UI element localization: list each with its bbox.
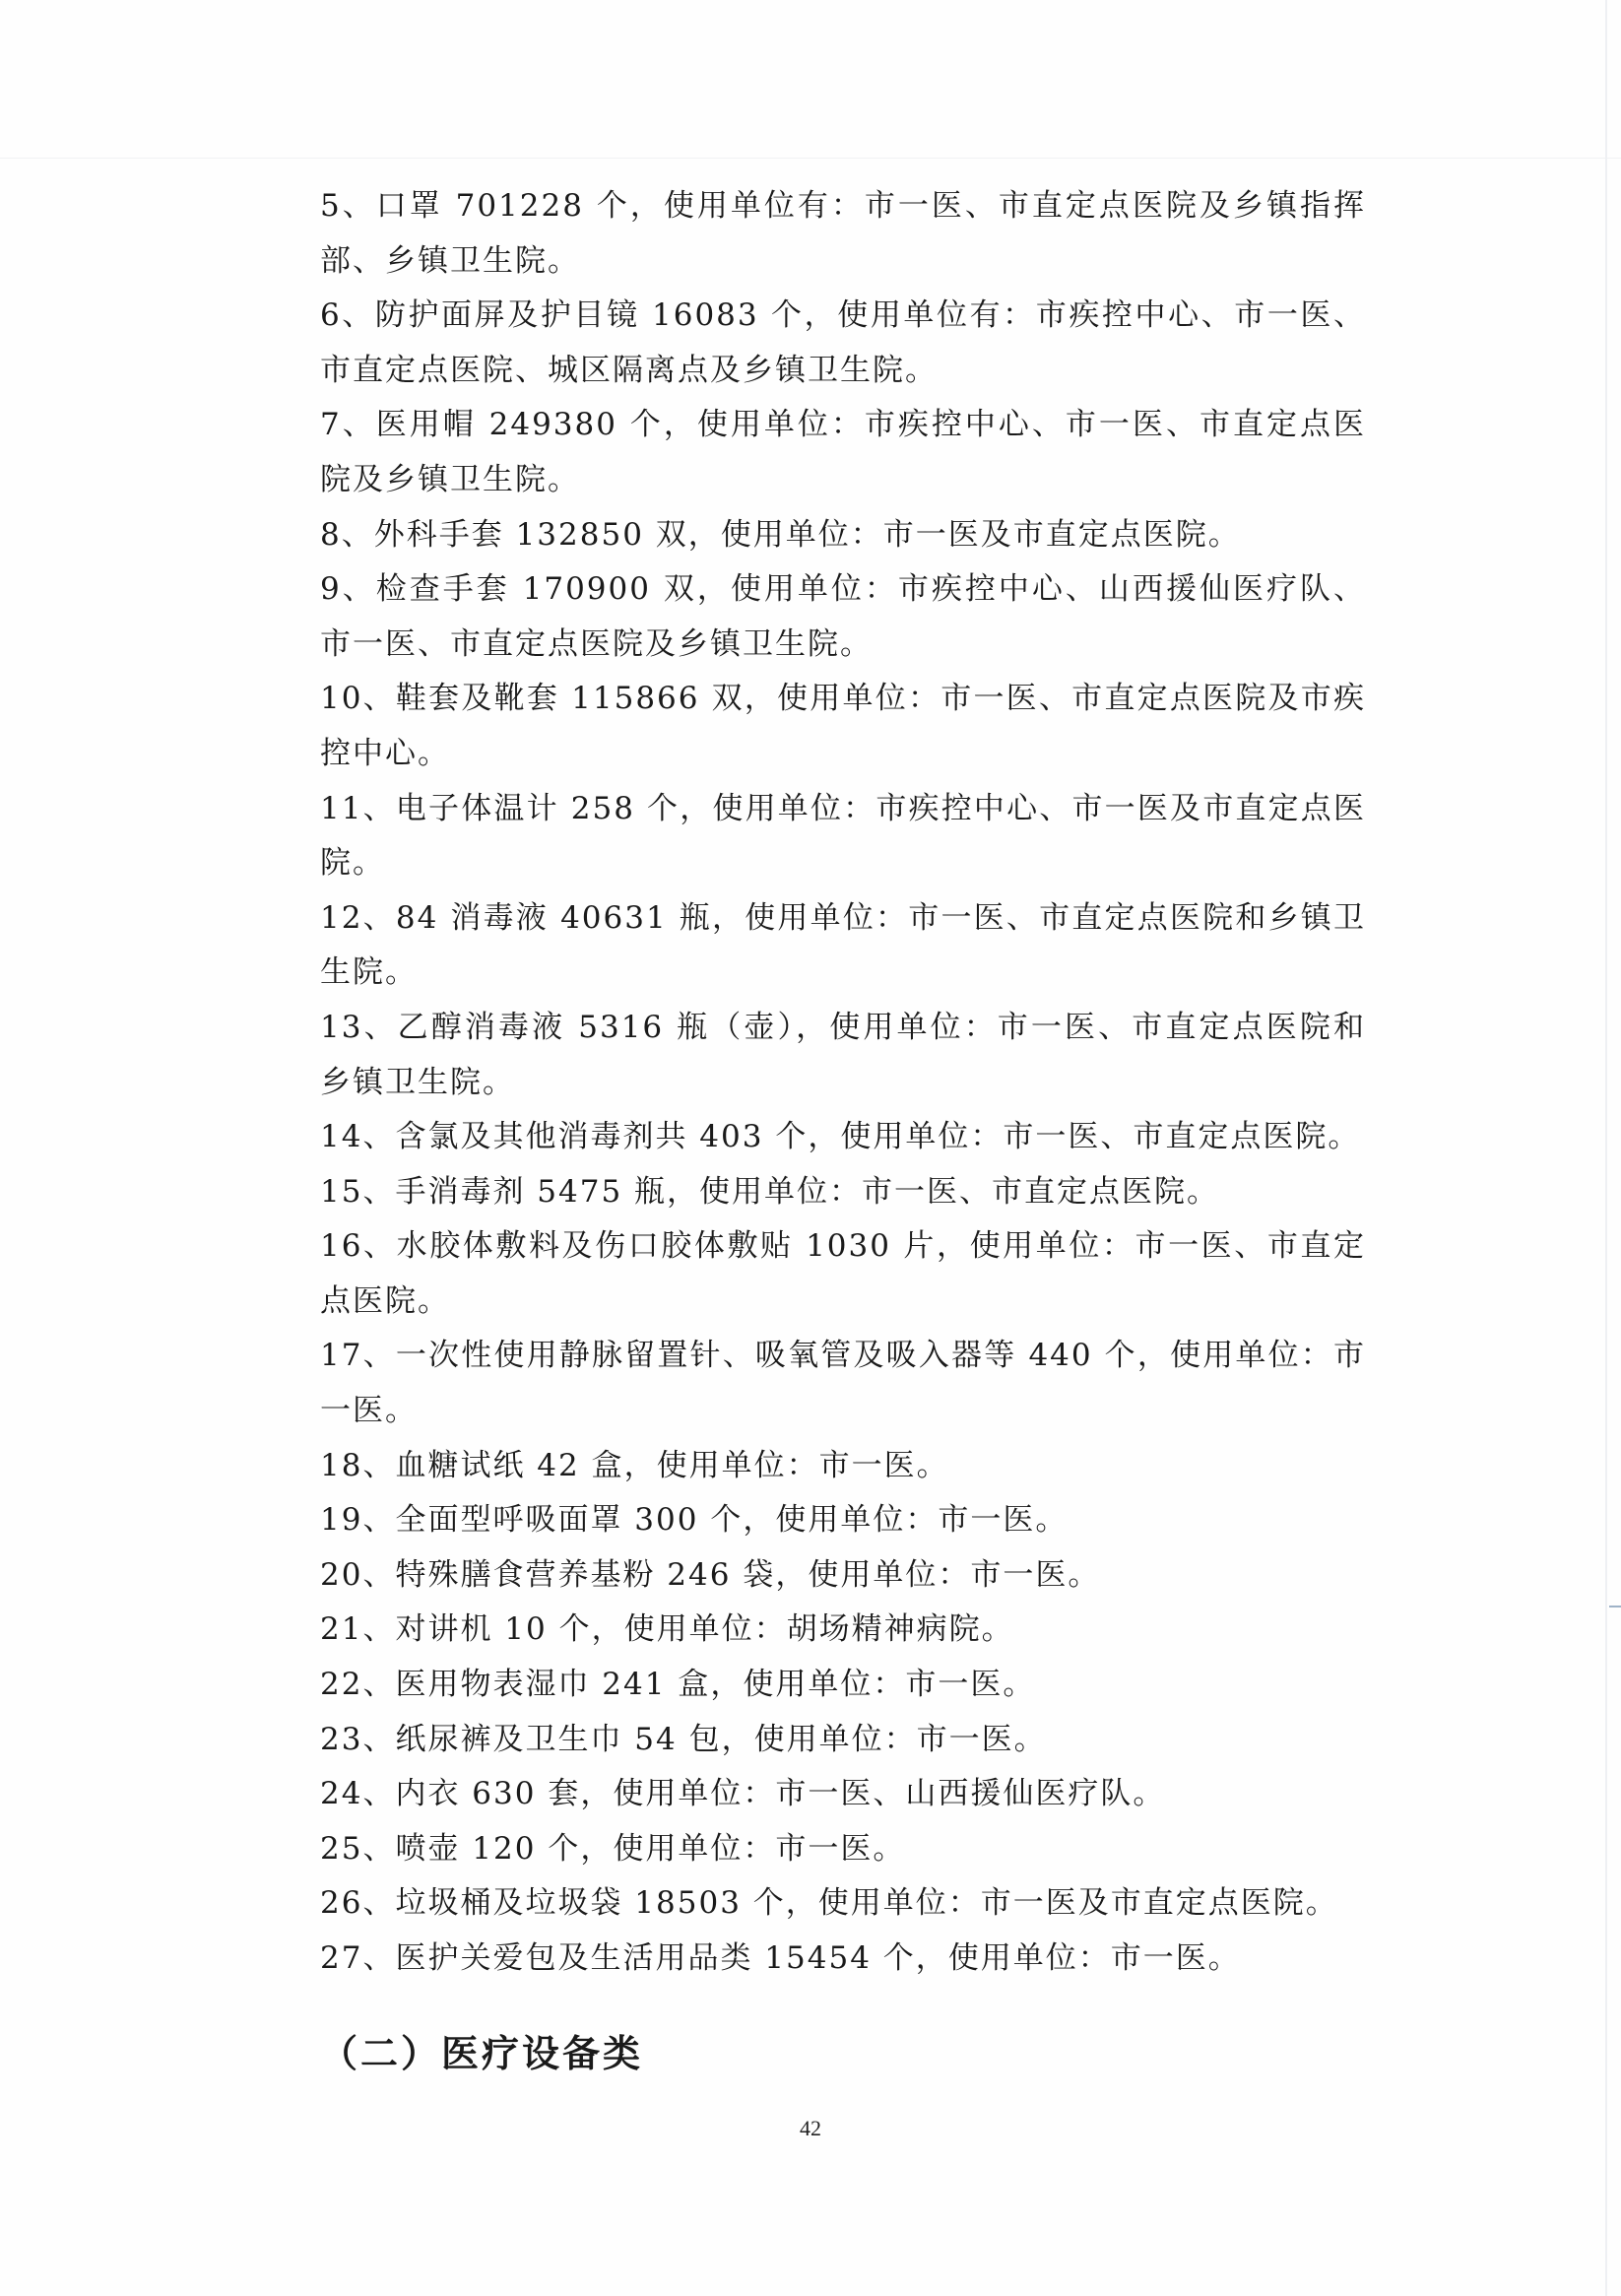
page-number: 42 bbox=[800, 2116, 821, 2140]
list-item: 22、医用物表湿巾 241 盒，使用单位：市一医。 bbox=[320, 1667, 1036, 1703]
list-item: 23、纸尿裤及卫生巾 54 包，使用单位：市一医。 bbox=[320, 1721, 1047, 1757]
list-item: 12、84 消毒液 40631 瓶，使用单位：市一医、市直定点医院和乡镇卫生院。 bbox=[320, 899, 1366, 991]
list-item: 10、鞋套及靴套 115866 双，使用单位：市一医、市直定点医院及市疾控中心。 bbox=[320, 681, 1366, 771]
scan-artifact-edge bbox=[1605, 0, 1607, 2296]
list-item: 18、血糖试纸 42 盒，使用单位：市一医。 bbox=[320, 1447, 949, 1483]
list-item: 27、医护关爱包及生活用品类 15454 个，使用单位：市一医。 bbox=[320, 1940, 1241, 1976]
list-item: 13、乙醇消毒液 5316 瓶（壶），使用单位：市一医、市直定点医院和乡镇卫生院。 bbox=[320, 1009, 1366, 1100]
list-item: 6、防护面屏及护目镜 16083 个，使用单位有：市疾控中心、市一医、市直定点医院、城区隔离点及乡镇卫生院。 bbox=[320, 297, 1366, 388]
list-item: 11、电子体温计 258 个，使用单位：市疾控中心、市一医及市直定点医院。 bbox=[320, 790, 1366, 882]
list-item: 26、垃圾桶及垃圾袋 18503 个，使用单位：市一医及市直定点医院。 bbox=[320, 1885, 1338, 1922]
list-item: 14、含氯及其他消毒剂共 403 个，使用单位：市一医、市直定点医院。 bbox=[320, 1119, 1361, 1155]
list-item: 9、检查手套 170900 双，使用单位：市疾控中心、山西援仙医疗队、市一医、市直定点医院及乡镇卫生院。 bbox=[320, 571, 1366, 662]
list-item: 24、内衣 630 套，使用单位：市一医、山西援仙医疗队。 bbox=[320, 1776, 1166, 1812]
list-item: 7、医用帽 249380 个，使用单位：市疾控中心、市一医、市直定点医院及乡镇卫生院。 bbox=[320, 407, 1366, 497]
section-heading: （二）医疗设备类 bbox=[320, 2032, 644, 2075]
list-item: 25、喷壶 120 个，使用单位：市一医。 bbox=[320, 1830, 906, 1867]
scan-artifact-mark bbox=[1609, 1606, 1621, 1607]
list-item: 5、口罩 701228 个，使用单位有：市一医、市直定点医院及乡镇指挥部、乡镇卫生院。 bbox=[320, 188, 1366, 279]
list-item: 15、手消毒剂 5475 瓶，使用单位：市一医、市直定点医院。 bbox=[320, 1173, 1220, 1210]
supply-list bbox=[320, 179, 1366, 1987]
list-item: 16、水胶体敷料及伤口胶体敷贴 1030 片，使用单位：市一医、市直定点医院。 bbox=[320, 1228, 1366, 1319]
list-item: 21、对讲机 10 个，使用单位：胡场精神病院。 bbox=[320, 1611, 1014, 1648]
list-item: 8、外科手套 132850 双，使用单位：市一医及市直定点医院。 bbox=[320, 516, 1241, 553]
list-item: 20、特殊膳食营养基粉 246 袋，使用单位：市一医。 bbox=[320, 1556, 1101, 1593]
scan-artifact-line bbox=[0, 158, 1621, 159]
list-item: 19、全面型呼吸面罩 300 个，使用单位：市一医。 bbox=[320, 1502, 1069, 1539]
list-item: 17、一次性使用静脉留置针、吸氧管及吸入器等 440 个，使用单位：市一医。 bbox=[320, 1338, 1366, 1429]
